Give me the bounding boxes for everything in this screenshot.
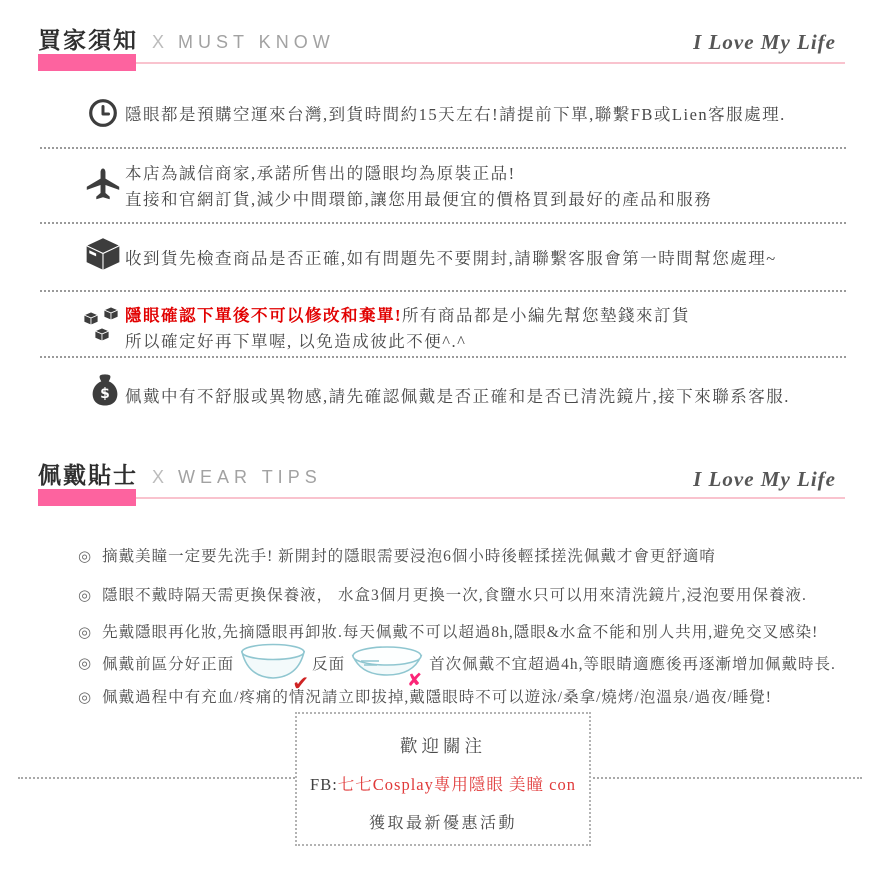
must-know-item-3-text: 收到貨先檢查商品是否正確,如有問題先不要開封,請聯繫客服會第一時間幫您處理~ [125,249,777,268]
follow-heading: 歡迎關注 [400,736,486,756]
must-know-item-4-line1-rest: 所有商品都是小編先幫您墊錢來訂貨 [402,306,690,325]
lens-back-label: 反面 [312,656,346,673]
must-know-item-5-text: 佩戴中有不舒服或異物感,請先確認佩戴是否正確和是否已清洗鏡片,接下來聯系客服. [125,387,790,406]
wear-tip-4 [78,638,868,695]
no-cancel-warning: 隱眼確認下單後不可以修改和棄單! [125,306,402,325]
tip-bullet: ◎ [78,690,93,706]
wear-tips-header [38,457,322,490]
lens-inverted-illustration [349,643,425,691]
wear-tip-5-text: 佩戴過程中有充血/疼痛的情況請立即拔掉,戴隱眼時不可以遊泳/桑拿/燒烤/泡溫泉/過夜/睡覺! [102,689,772,706]
wear-tips-title-zh: 佩戴貼士 [38,462,138,488]
dotted-separator [40,222,846,224]
fb-page-name: 七七Cosplay專用隱眼 美瞳 con [337,775,576,794]
tip-bullet: ◎ [78,655,93,672]
wear-tip-2-text: 隱眼不戴時隔天需更換保養液， 水盒3個月更換一次,食鹽水只可以用來清洗鏡片,浸泡要用保養液. [102,587,807,604]
dotted-separator [40,290,846,292]
follow-us-box [295,712,591,846]
wear-tip-1-text: 摘戴美瞳一定要先洗手! 新開封的隱眼需要浸泡6個小時後輕揉搓洗佩戴才會更舒適唷 [102,548,716,565]
must-know-title-zh: 買家須知 [38,27,138,53]
dotted-separator [40,147,846,149]
wear-tip-5 [78,686,860,710]
header-accent-line [136,497,845,499]
must-know-header [38,22,335,55]
lens-front-label: 佩戴前區分好正面 [102,656,235,673]
cross-mark-icon: ✘ [407,670,424,691]
follow-subtext: 獲取最新優惠活動 [368,815,517,832]
must-know-item-2-line1: 本店為誠信商家,承諾所售出的隱眼均為原裝正品! [125,164,516,183]
money-bag-icon [90,372,120,408]
cubes-icon [82,306,124,346]
must-know-item-1-text: 隱眼都是預購空運來台灣,到貨時間約15天左右!請提前下單,聯繫FB或Lien客服處理. [125,105,786,124]
wear-tip-1 [78,545,860,569]
header-accent-bar [38,489,136,506]
wear-tips-title-en: WEAR TIPS [178,467,322,487]
header-accent-bar [38,54,136,71]
wear-tip-3-text: 先戴隱眼再化妝,先摘隱眼再卸妝.每天佩戴不可以超過8h,隱眼&水盒不能和別人共用,避免交叉感染! [102,624,819,641]
must-know-title-en: MUST KNOW [178,32,335,52]
wear-tip-2 [78,584,860,608]
tip-bullet: ◎ [78,588,93,604]
dotted-separator [40,356,846,358]
tip-bullet: ◎ [78,625,93,641]
facebook-page-line [297,771,589,795]
tip-bullet: ◎ [78,549,93,565]
airplane-icon [84,166,122,204]
lens-correct-illustration [238,641,311,695]
must-know-item-2-line2: 直接和官網訂貨,減少中間環節,讓您用最便宜的價格買到最好的產品和服務 [125,190,713,209]
clock-icon [88,98,118,128]
brand-script: I Love My Life [693,467,836,491]
must-know-item-4-line1 [125,303,845,328]
header-x-separator: X [152,467,165,487]
package-icon [84,236,122,272]
check-mark-icon: ✔ [292,671,311,695]
header-accent-line [136,62,845,64]
dollar-symbol: $ [100,386,110,403]
brand-script: I Love My Life [693,30,836,54]
header-x-separator: X [152,32,165,52]
fb-prefix: FB: [310,775,338,794]
must-know-item-4-line2: 所以確定好再下單喔, 以免造成彼此不便^.^ [125,332,467,351]
wear-tip-4-text: 首次佩戴不宜超過4h,等眼睛適應後再逐漸增加佩戴時長. [429,656,836,673]
